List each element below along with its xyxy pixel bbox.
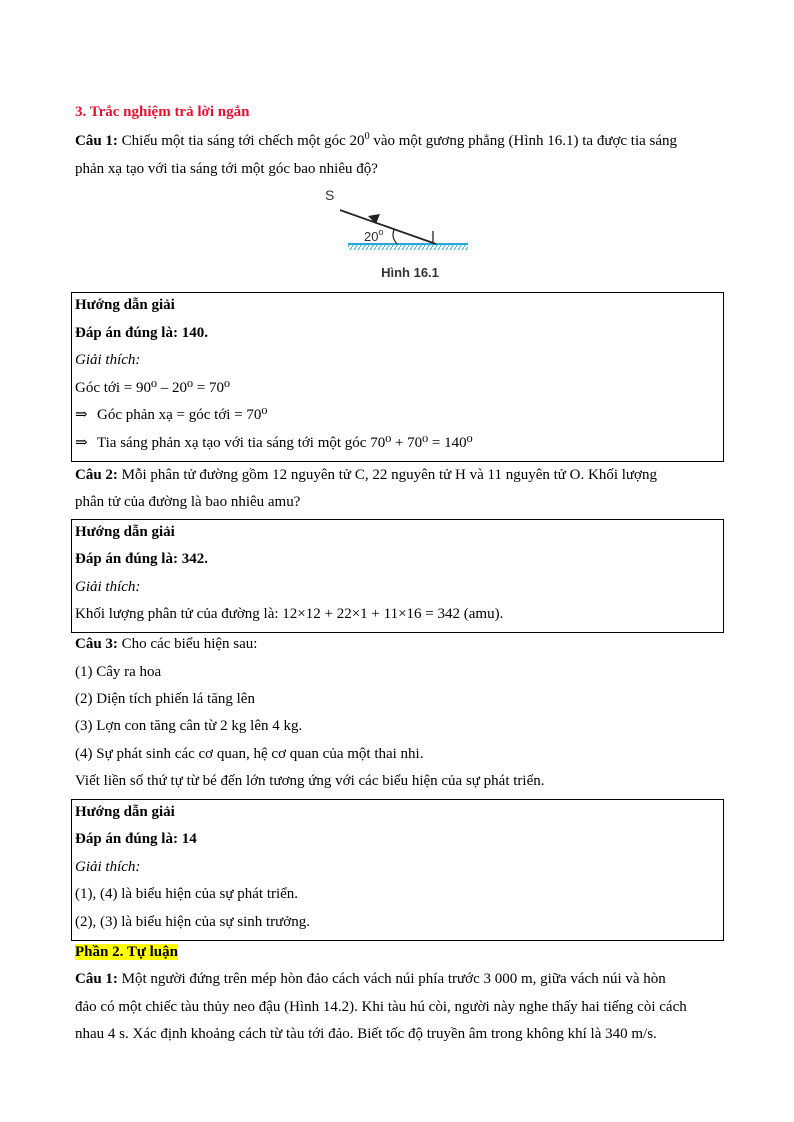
- explain-line-1: Góc tới = 90⁰ – 20⁰ = 70⁰: [75, 380, 230, 396]
- question-3-line-1: Câu 3: Cho các biểu hiện sau:: [75, 636, 258, 652]
- list-item: (1) Cây ra hoa: [75, 664, 162, 680]
- label-s: S: [325, 187, 335, 203]
- explain-label: Giải thích:: [75, 859, 141, 875]
- explain-label: Giải thích:: [75, 352, 141, 368]
- question-1-line-2: phản xạ tạo với tia sáng tới một góc bao nhiêu độ?: [75, 161, 378, 177]
- question-3-instruction: Viết liền số thứ tự từ bé đến lớn tương ứng với các biểu hiện của sự phát triển.: [75, 773, 545, 789]
- solution-heading: Hướng dẫn giải: [75, 297, 175, 313]
- explain-line-2: (2), (3) là biểu hiện của sự sinh trưởng.: [75, 914, 310, 930]
- list-item: (2) Diện tích phiến lá tăng lên: [75, 691, 255, 707]
- answer: Đáp án đúng là: 342.: [75, 551, 208, 567]
- explain-label: Giải thích:: [75, 579, 141, 595]
- list-item: (4) Sự phát sinh các cơ quan, hệ cơ quan của một thai nhi.: [75, 746, 424, 762]
- section-title: 3. Trắc nghiệm trả lời ngắn: [75, 104, 250, 120]
- label-angle: 20$^o$: [364, 227, 384, 244]
- part-2-question-1-line-1: Câu 1: Một người đứng trên mép hòn đảo cách vách núi phía trước 3 000 m, giữa vách núi và hòn: [75, 971, 666, 987]
- question-label: Câu 1:: [75, 133, 118, 149]
- explain-line-3: ⇒ Tia sáng phản xạ tạo với tia sáng tới một góc 70⁰ + 70⁰ = 140⁰: [75, 435, 473, 451]
- answer: Đáp án đúng là: 140.: [75, 325, 208, 341]
- part-2-question-1-line-2: đảo có một chiếc tàu thủy neo đậu (Hình 14.2). Khi tàu hú còi, người này nghe thấy hai tiếng còi cách: [75, 999, 687, 1015]
- caption: Hình 16.1: [381, 265, 439, 280]
- answer: Đáp án đúng là: 14: [75, 831, 197, 847]
- implies-icon: ⇒: [75, 435, 88, 451]
- solution-heading: Hướng dẫn giải: [75, 524, 175, 540]
- question-2-line-1: Câu 2: Mỗi phân tử đường gồm 12 nguyên tử C, 22 nguyên tử H và 11 nguyên tử O. Khối lượng: [75, 467, 657, 483]
- question-1-line-1: Câu 1: Chiếu một tia sáng tới chếch một góc $20^0$ vào một gương phẳng (Hình 16.1) ta được tia sáng: [75, 131, 678, 149]
- figure-16-1: [325, 187, 480, 287]
- explain-line-2: ⇒ Góc phản xạ = góc tới = 70⁰: [75, 407, 268, 423]
- list-item: (3) Lợn con tăng cân từ 2 kg lên 4 kg.: [75, 718, 303, 734]
- implies-icon: ⇒: [75, 407, 88, 423]
- explain-line-1: (1), (4) là biểu hiện của sự phát triển.: [75, 886, 299, 902]
- question-2-line-2: phân tử của đường là bao nhiêu amu?: [75, 494, 301, 510]
- solution-heading: Hướng dẫn giải: [75, 804, 175, 820]
- explain-line-1: Khối lượng phân tử của đường là: 12×12 + 22×1 + 11×16 = 342 (amu).: [75, 606, 504, 622]
- part-2-question-1-line-3: nhau 4 s. Xác định khoảng cách từ tàu tới đảo. Biết tốc độ truyền âm trong không khí là 340 m/s.: [75, 1026, 657, 1042]
- incident-ray: [340, 203, 436, 244]
- angle-arc: [393, 230, 397, 244]
- part-2-title: Phần 2. Tự luận: [75, 944, 178, 960]
